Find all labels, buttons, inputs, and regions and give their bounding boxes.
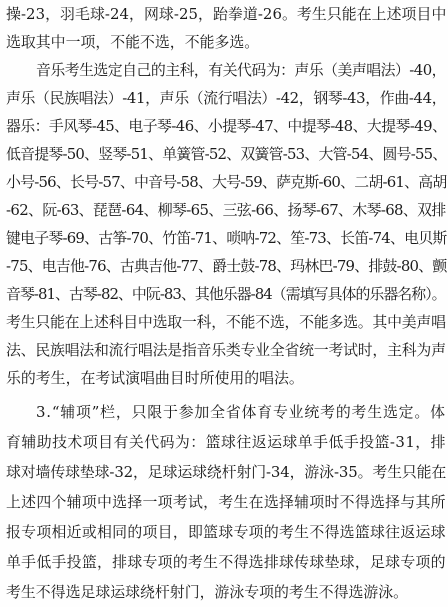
paragraph-start-line: 音乐考生选定自己的主科，有关代码为：声乐（美声唱法）-40， xyxy=(36,61,447,79)
text-line: 考生不得选足球运球绕杆射门，游泳专项的考生不得选游泳。 xyxy=(6,583,409,601)
text-line: -62、阮-63、琵琶-64、柳琴-65、三弦-66、扬琴-67、木琴-68、双排 xyxy=(6,201,446,219)
text-line: 小号-56、长号-57、中音号-58、大号-59、萨克斯-60、二胡-61、高胡 xyxy=(6,173,447,191)
text-line: 育辅助技术项目有关代码为：篮球往返运球单手低手投篮-31，排 xyxy=(6,433,447,451)
text-line: 考生只能在上述科目中选取一科，不能不选，不能多选。其中美声唱 xyxy=(6,313,446,331)
text-line: 球对墙传球垫球-32，足球运球绕杆射门-34，游泳-35。考生只能在 xyxy=(6,463,447,481)
text-line: -75、电吉他-76、古典吉他-77、爵士鼓-78、玛林巴-79、排鼓-80、颤 xyxy=(6,257,447,275)
paragraph-start-line: 3.“辅项”栏，只限于参加全省体育专业统考的考生选定。体 xyxy=(36,403,446,421)
text-line: 操-23，羽毛球-24，网球-25，跆拳道-26。考生只能在上述项目中 xyxy=(6,5,447,23)
text-line: 声乐（民族唱法）-41，声乐（流行唱法）-42，钢琴-43，作曲-44， xyxy=(6,89,447,107)
text-line: 报专项相近或相同的项目，即篮球专项的考生不得选篮球往返运球 xyxy=(6,523,446,541)
text-line: 法、民族唱法和流行唱法是指音乐类专业全省统一考试时，主科为声 xyxy=(6,341,446,359)
text-line: 键电子琴-69、古筝-70、竹笛-71、唢呐-72、笙-73、长笛-74、电贝斯 xyxy=(6,229,447,247)
text-line: 选取其中一项，不能不选，不能多选。 xyxy=(6,33,260,51)
text-line: 低音提琴-50、竖琴-51、单簧管-52、双簧管-53、大管-54、圆号-55、 xyxy=(6,145,447,163)
text-line: 上述四个辅项中选择一项考试，考生在选择辅项时不得选择与其所 xyxy=(6,493,446,511)
text-line: 音琴-81、古琴-82、中阮-83、其他乐器-84（需填写具体的乐器名称）。 xyxy=(6,285,446,303)
text-line: 乐的考生，在考试演唱曲目时所使用的唱法。 xyxy=(6,369,304,387)
text-line: 单手低手投篮，排球专项的考生不得选排球传球垫球，足球专项的 xyxy=(6,553,446,571)
text-line: 器乐：手风琴-45、电子琴-46、小提琴-47、中提琴-48、大提琴-49、 xyxy=(6,117,447,135)
